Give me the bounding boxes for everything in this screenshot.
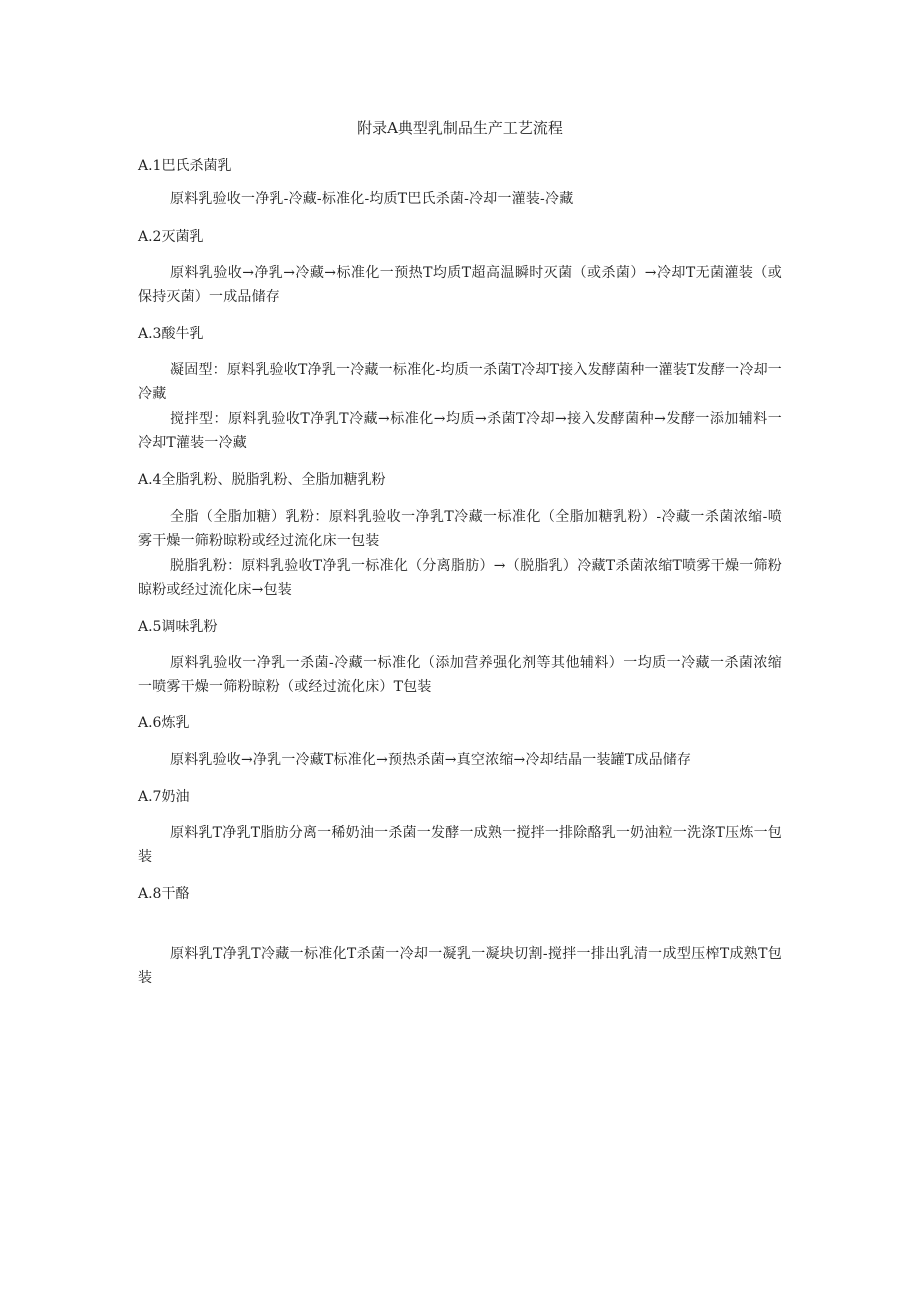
section-heading: A.5调味乳粉 <box>138 619 218 635</box>
section-heading: A.3酸牛乳 <box>138 326 204 342</box>
section-heading: A.4全脂乳粉、脱脂乳粉、全脂加糖乳粉 <box>138 472 386 488</box>
document-title: 附录A典型乳制品生产工艺流程 <box>357 119 563 137</box>
section-paragraph: 脱脂乳粉：原料乳验收T净乳一标准化（分离脂肪）→（脱脂乳）冷藏T杀菌浓缩T喷雾干燥一筛粉晾粉或经过流化床→包装 <box>138 558 782 598</box>
section-paragraph: 原料乳T净乳T脂肪分离一稀奶油一杀菌一发酵一成熟一搅拌一排除酪乳一奶油粒一洗涤T压炼一包装 <box>138 825 782 865</box>
section-paragraph: 全脂（全脂加糖）乳粉：原料乳验收一净乳T冷藏一标准化（全脂加糖乳粉）-冷藏一杀菌浓缩-喷雾干燥一筛粉晾粉或经过流化床一包装 <box>138 509 782 549</box>
section-heading: A.8干酪 <box>138 886 190 902</box>
section-paragraph: 搅拌型：原料乳验收T净乳T冷藏→标准化→均质→杀菌T冷却→接入发酵菌种→发酵一添加辅料一冷却T灌装一冷藏 <box>138 411 782 451</box>
section-heading: A.7奶油 <box>138 789 190 805</box>
section-paragraph: 原料乳验收一净乳一杀菌-冷藏一标准化（添加营养强化剂等其他辅料）一均质一冷藏一杀菌浓缩一喷雾干燥一筛粉晾粉（或经过流化床）T包装 <box>138 655 782 695</box>
section-paragraph: 原料乳验收一净乳-冷藏-标准化-均质T巴氏杀菌-冷却一灌装-冷藏 <box>170 191 574 207</box>
section-heading: A.6炼乳 <box>138 715 190 731</box>
section-heading: A.1巴氏杀菌乳 <box>138 158 232 174</box>
section-paragraph: 原料乳T净乳T冷藏一标准化T杀菌一冷却一凝乳一凝块切割-搅拌一排出乳清一成型压榨T成熟T包装 <box>138 946 782 986</box>
section-heading: A.2灭菌乳 <box>138 229 204 245</box>
section-paragraph: 原料乳验收→净乳一冷藏T标准化→预热杀菌→真空浓缩→冷却结晶一装罐T成品储存 <box>170 752 692 768</box>
section-paragraph: 凝固型：原料乳验收T净乳一冷藏一标准化-均质一杀菌T冷却T接入发酵菌种一灌装T发酵一冷却一冷藏 <box>138 362 782 402</box>
section-paragraph: 原料乳验收→净乳→冷藏→标准化一预热T均质T超高温瞬时灭菌（或杀菌）→冷却T无菌灌装（或保持灭菌）一成品储存 <box>138 265 782 305</box>
